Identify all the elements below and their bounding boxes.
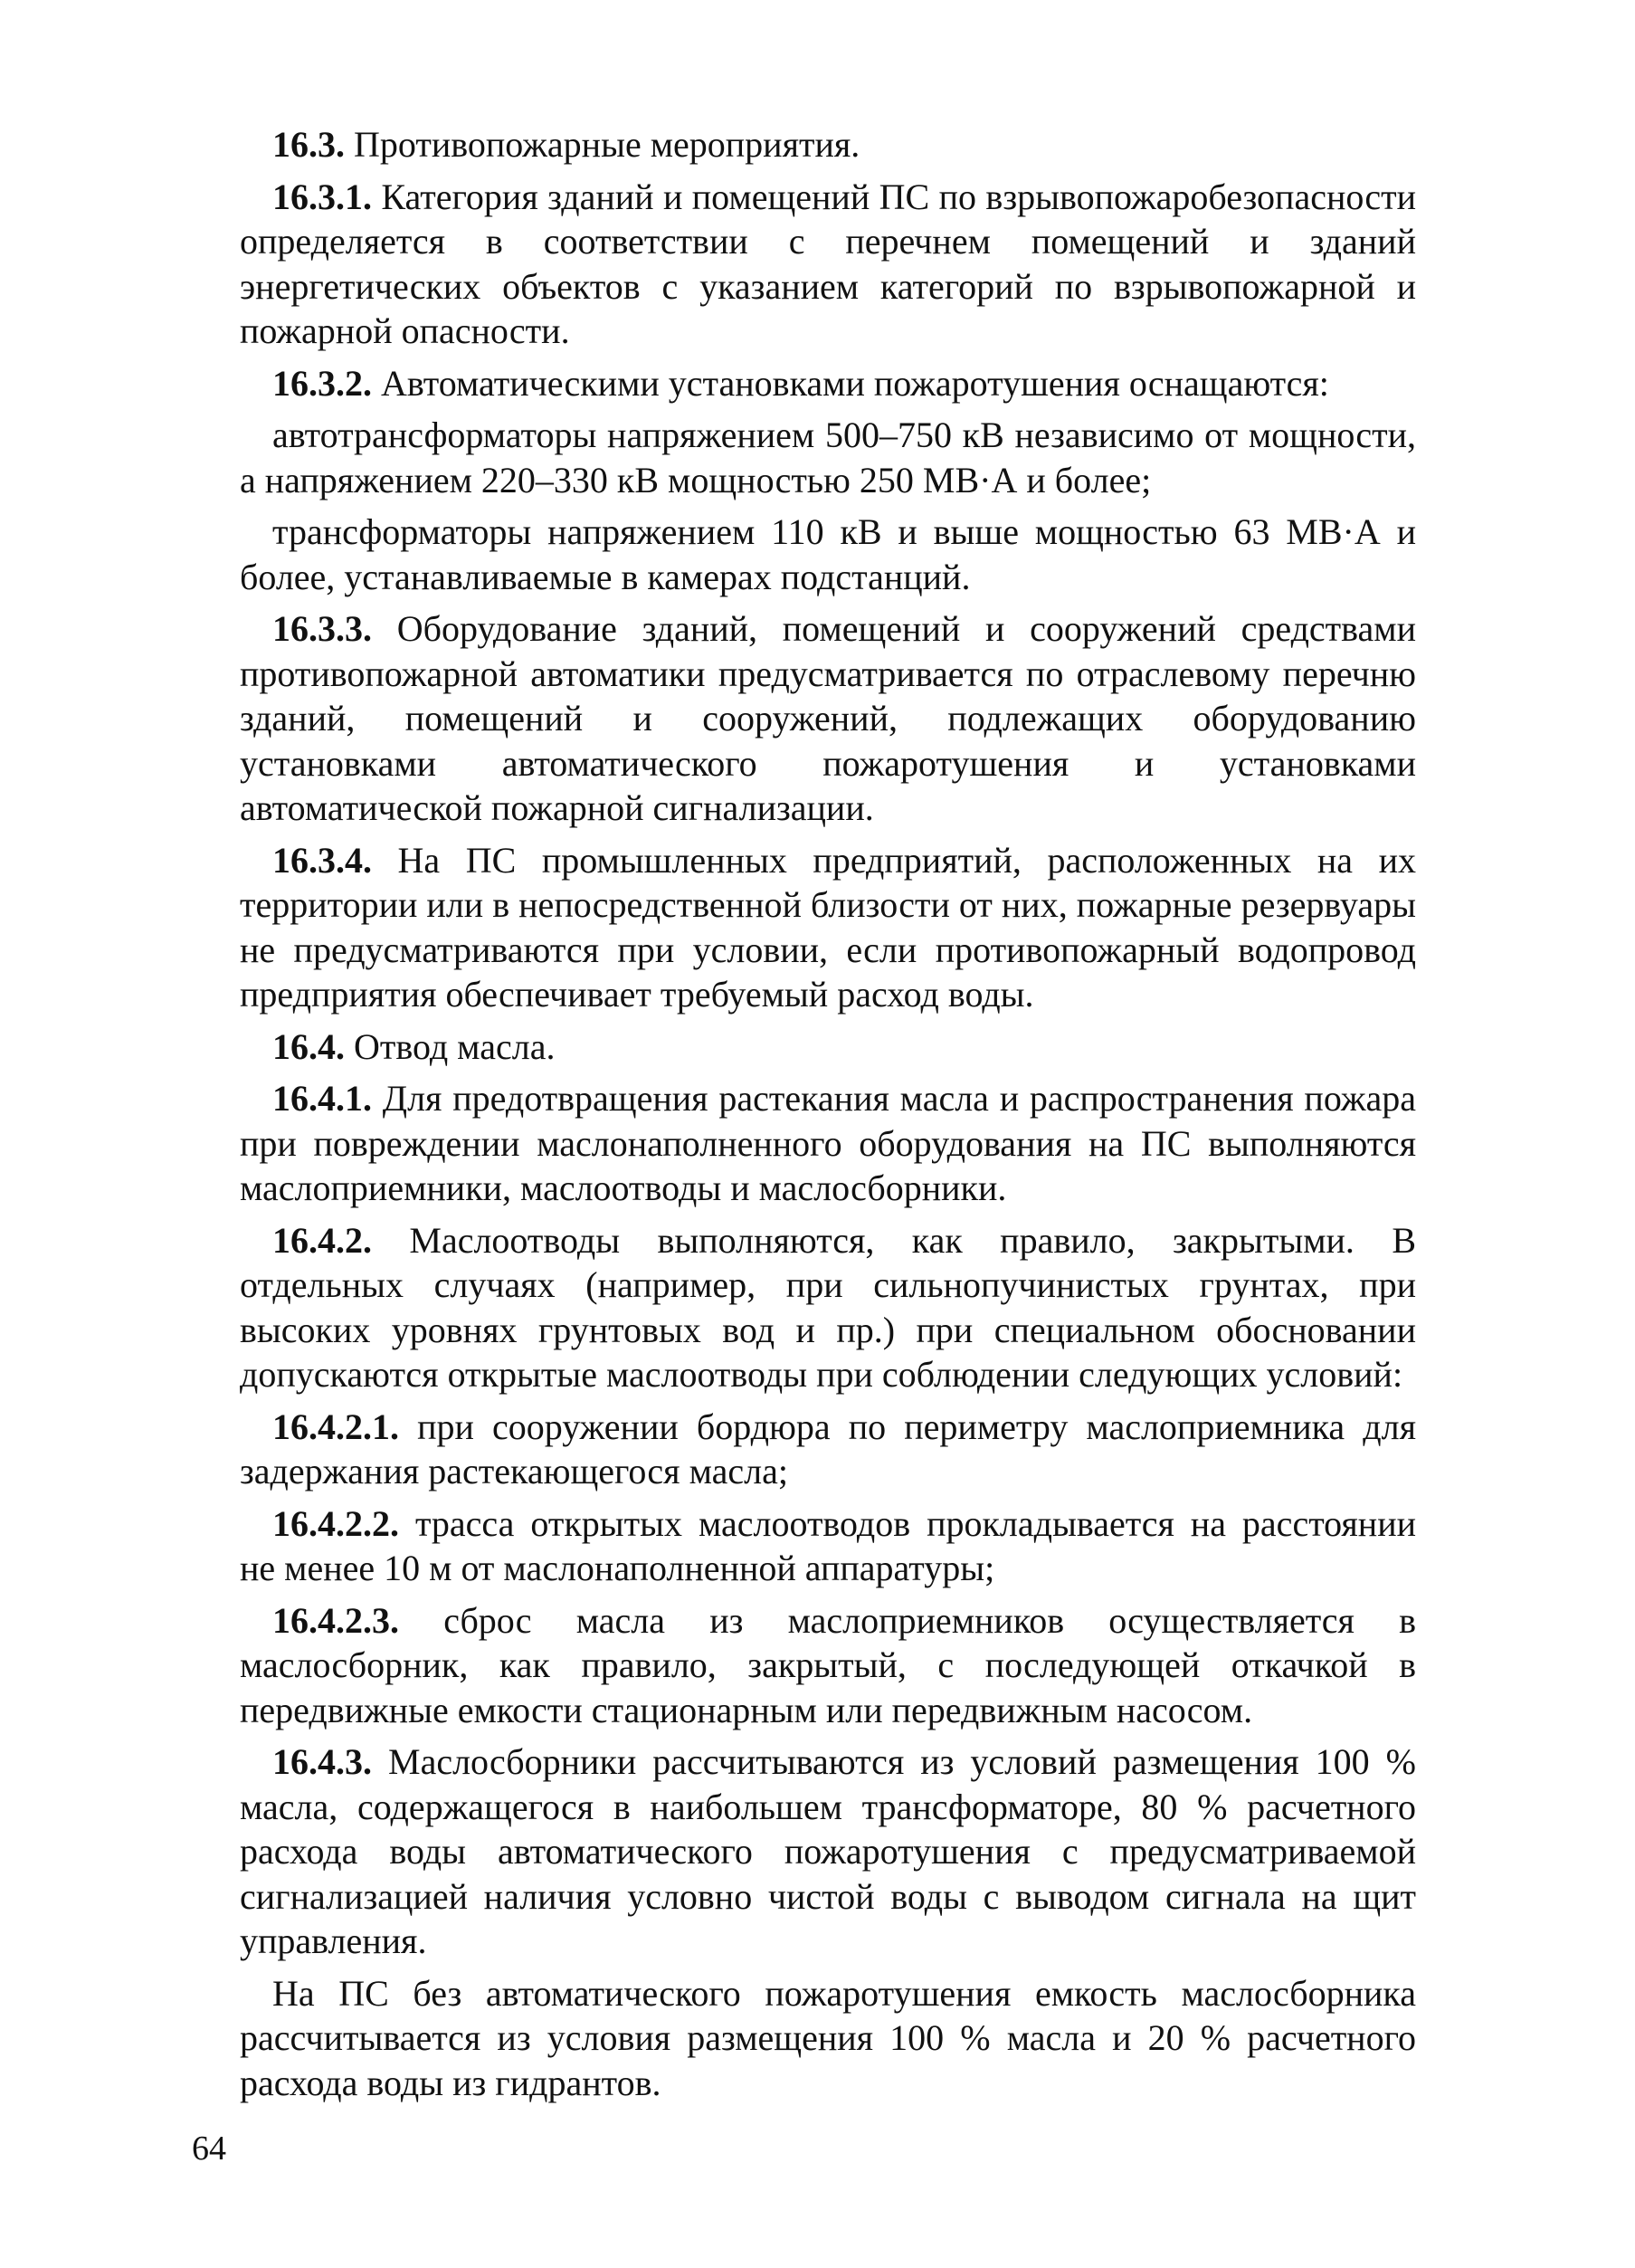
clause-number: 16.4. — [272, 1025, 345, 1067]
clause-number: 16.4.2.2. — [272, 1502, 399, 1544]
clause-text: Маслосборники рассчитываются из условий размещения 100 % масла, содержащегося в наибольшем трансформаторе, 80 % расчетного расхода воды автоматического пожаротушения с предусматриваемой сигнализацией наличия условно чистой воды с выводом сигнала на щит управления. — [240, 1741, 1416, 1961]
clause-16-4-2-2 — [240, 1501, 1416, 1591]
clause-number: 16.3.1. — [272, 176, 372, 217]
clause-number: 16.3.4. — [272, 839, 372, 881]
clause-16-4-1 — [240, 1076, 1416, 1211]
clause-16-3-1 — [240, 175, 1416, 354]
clause-text: Противопожарные мероприятия. — [345, 124, 860, 165]
clause-number: 16.3. — [272, 124, 345, 165]
clause-number: 16.4.1. — [272, 1078, 372, 1119]
clause-16-4-3 — [240, 1739, 1416, 1964]
list-item-transformers — [240, 510, 1416, 599]
clause-16-3-3 — [240, 606, 1416, 831]
page-number: 64 — [192, 2130, 226, 2168]
list-item-autotransformers — [240, 413, 1416, 502]
clause-text: трасса открытых маслоотводов прокладывается на расстоянии не менее 10 м от маслонаполненной аппаратуры; — [240, 1502, 1416, 1588]
clause-text: при сооружении бордюра по периметру маслоприемника для задержания растекающегося масла; — [240, 1406, 1416, 1491]
clause-number: 16.4.2. — [272, 1219, 372, 1261]
clause-number: 16.4.2.1. — [272, 1406, 399, 1447]
clause-16-4-2 — [240, 1218, 1416, 1397]
clause-number: 16.4.2.3. — [272, 1599, 399, 1641]
clause-text: На ПС без автоматического пожаротушения емкость маслосборника рассчитывается из условия размещения 100 % масла и 20 % расчетного расхода воды из гидрантов. — [240, 1972, 1416, 2103]
clause-text: Автоматическими установками пожаротушения оснащаются: — [372, 362, 1329, 404]
clause-number: 16.4.3. — [272, 1741, 372, 1782]
clause-text: автотрансформаторы напряжением 500–750 кВ независимо от мощности, а напряжением 220–330 кВ мощностью 250 МВ·А и более; — [240, 415, 1416, 500]
section-heading-16-4 — [240, 1024, 1416, 1070]
clause-text: Для предотвращения растекания масла и распространения пожара при повреждении маслонаполненного оборудования на ПС выполняются маслоприемники, маслоотводы и маслосборники. — [240, 1078, 1416, 1208]
section-heading-16-3 — [240, 122, 1416, 167]
clause-text: Оборудование зданий, помещений и сооружений средствами противопожарной автоматики предусматривается по отраслевому перечню зданий, помещений и сооружений, подлежащих оборудованию установками автоматического пожаротушения и установками автоматической пожарной сигнализации. — [240, 608, 1416, 828]
clause-16-4-2-3 — [240, 1598, 1416, 1733]
clause-number: 16.3.2. — [272, 362, 372, 404]
clause-text: На ПС промышленных предприятий, расположенных на их территории или в непосредственной близости от них, пожарные резервуары не предусматриваются при условии, если противопожарный водопровод предприятия обеспечивает требуемый расход воды. — [240, 839, 1416, 1015]
clause-16-3-2 — [240, 361, 1416, 406]
clause-number: 16.3.3. — [272, 608, 372, 649]
clause-text: Маслоотводы выполняются, как правило, закрытыми. В отдельных случаях (например, при сильнопучинистых грунтах, при высоких уровнях грунтовых вод и пр.) при специальном обосновании допускаются открытые маслоотводы при соблюдении следующих условий: — [240, 1219, 1416, 1395]
paragraph-no-auto-extinguishing — [240, 1971, 1416, 2106]
clause-text: сброс масла из маслоприемников осуществляется в маслосборник, как правило, закрытый, с последующей откачкой в передвижные емкости стационарным или передвижным насосом. — [240, 1599, 1416, 1730]
document-body — [240, 122, 1416, 2112]
clause-text: Категория зданий и помещений ПС по взрывопожаробезопасности определяется в соответствии с перечнем помещений и зданий энергетических объектов с указанием категорий по взрывопожарной и пожарной опасности. — [240, 176, 1416, 351]
clause-16-3-4 — [240, 838, 1416, 1017]
clause-text: трансформаторы напряжением 110 кВ и выше мощностью 63 МВ·А и более, устанавливаемые в камерах подстанций. — [240, 511, 1416, 597]
clause-text: Отвод масла. — [345, 1025, 556, 1067]
clause-16-4-2-1 — [240, 1405, 1416, 1494]
